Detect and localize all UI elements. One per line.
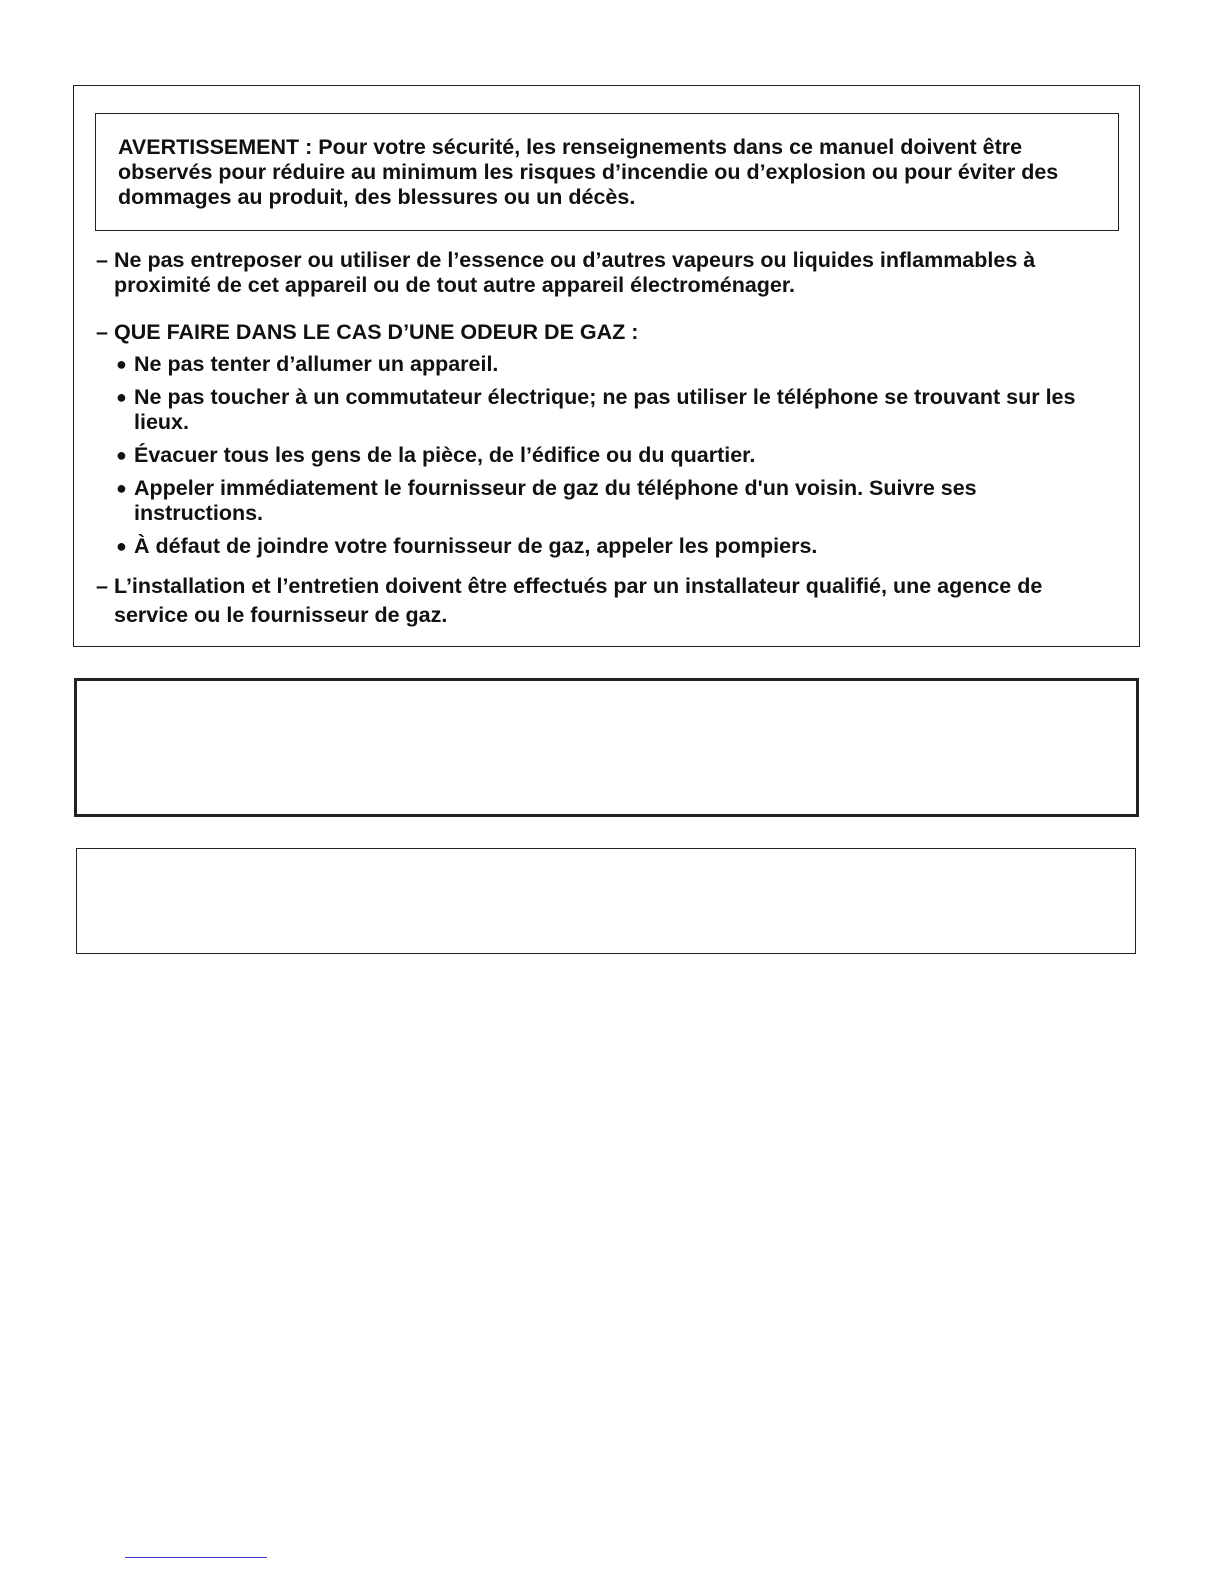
bullet-icon: ●	[116, 536, 127, 556]
bullet-icon: ●	[116, 387, 127, 407]
bullet-icon: ●	[116, 354, 127, 374]
blank-notice-box	[74, 678, 1139, 817]
dash-marker: –	[96, 320, 108, 344]
list-item	[96, 534, 1106, 559]
list-item	[96, 443, 1106, 468]
warning-box	[73, 85, 1140, 647]
bullet-icon: ●	[116, 478, 127, 498]
list-item-text: Ne pas tenter d’allumer un appareil.	[134, 352, 499, 376]
dash-marker: –	[96, 574, 108, 598]
list-item	[96, 352, 1106, 377]
warning-instructions	[96, 248, 1106, 630]
bullet-icon: ●	[116, 445, 127, 465]
footer-divider	[125, 1557, 267, 1558]
gas-odor-steps	[96, 352, 1106, 559]
installation-rule	[96, 572, 1106, 630]
list-item	[96, 385, 1106, 435]
gas-odor-heading	[96, 320, 1106, 345]
installation-rule-text: L’installation et l’entretien doivent être effectués par un installateur qualifié, une agence de service ou le fournisseur de gaz.	[114, 574, 1043, 627]
storage-rule-text: Ne pas entreposer ou utiliser de l’essence ou d’autres vapeurs ou liquides inflammables à proximité de cet appareil ou de tout autre appareil électroménager.	[114, 248, 1036, 297]
gas-odor-heading-text: QUE FAIRE DANS LE CAS D’UNE ODEUR DE GAZ :	[114, 320, 639, 344]
storage-rule	[96, 248, 1106, 298]
list-item-text: Appeler immédiatement le fournisseur de gaz du téléphone d'un voisin. Suivre ses instructions.	[134, 476, 977, 525]
dash-marker: –	[96, 248, 108, 272]
list-item	[96, 476, 1106, 526]
safety-notice-box	[95, 113, 1119, 231]
blank-notice-box	[76, 848, 1136, 954]
list-item-text: À défaut de joindre votre fournisseur de gaz, appeler les pompiers.	[134, 534, 818, 558]
safety-notice-text: AVERTISSEMENT : Pour votre sécurité, les renseignements dans ce manuel doivent être observés pour réduire au minimum les risques d’incendie ou d’explosion ou pour éviter des dommages au produit, des blessures ou un décès.	[118, 135, 1059, 209]
list-item-text: Ne pas toucher à un commutateur électrique; ne pas utiliser le téléphone se trouvant sur les lieux.	[134, 385, 1076, 434]
list-item-text: Évacuer tous les gens de la pièce, de l’édifice ou du quartier.	[134, 443, 756, 467]
